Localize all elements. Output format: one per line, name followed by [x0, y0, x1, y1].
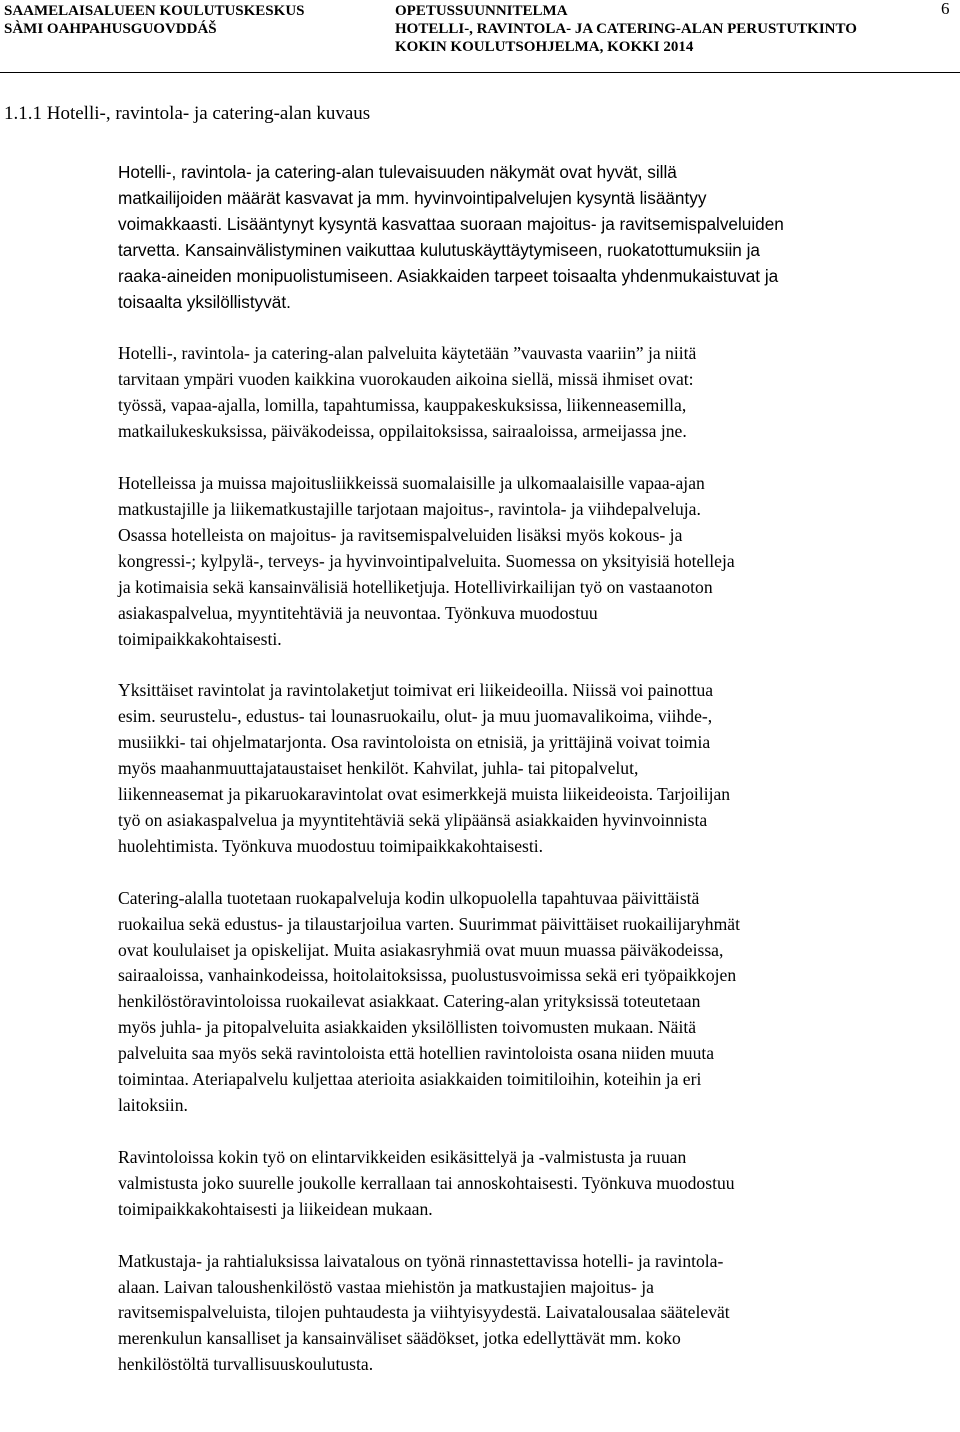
paragraph-line: palveluita saa myös sekä ravintoloista että hotellien ravintoloista osana niiden muuta: [118, 1043, 715, 1064]
paragraph-line: Hotelleissa ja muissa majoitusliikkeissä suomalaisille ja ulkomaalaisille vapaa-ajan: [118, 473, 705, 494]
paragraph-line: matkustajille ja liikematkustajille tarjotaan majoitus-, ravintola- ja viihdepalveluja.: [118, 498, 701, 519]
paragraph-line: tarvitaan ympäri vuoden kaikkina vuorokauden aikoina siellä, missä ihmiset ovat:: [118, 369, 694, 390]
paragraph-line: henkilöstöravintoloissa ruokailevat asiakkaat. Catering-alan yrityksissä toteutetaan: [118, 991, 701, 1012]
paragraph: [118, 471, 960, 652]
paragraph-line: toisaalta yksilöllistyvät.: [118, 291, 291, 312]
header-title-line: KOKIN KOULUTSOHJELMA, KOKKI 2014: [395, 39, 694, 55]
header-institution-line: SAAMELAISALUEEN KOULUTUSKESKUS: [4, 3, 305, 19]
header-title-line: OPETUSSUUNNITELMA: [395, 3, 568, 19]
paragraph-line: Yksittäiset ravintolat ja ravintolaketjut toimivat eri liikeideoilla. Niissä voi painottua: [118, 680, 714, 701]
header-document-title: [395, 2, 857, 56]
page-number: 6: [941, 0, 950, 18]
paragraph: [118, 341, 960, 445]
paragraph-line: kongressi-; kylpylä-, terveys- ja hyvinvointipalveluita. Suomessa on yksityisiä hotelleja: [118, 550, 735, 571]
header-title-line: HOTELLI-, RAVINTOLA- JA CATERING-ALAN PERUSTUTKINTO: [395, 21, 857, 37]
paragraph: [118, 160, 960, 315]
paragraph: [118, 1249, 960, 1379]
paragraph-line: myös juhla- ja pitopalveluita asiakkaiden yksilöllisten toivomusten mukaan. Näitä: [118, 1017, 697, 1038]
paragraph-line: sairaaloissa, vanhainkodeissa, hoitolaitoksissa, puolustusvoimissa sekä eri työpaikkojen: [118, 965, 737, 986]
paragraph: [118, 678, 960, 859]
paragraph-line: merenkulun kansalliset ja kansainväliset säädökset, jotka edellyttävät mm. koko: [118, 1328, 681, 1349]
paragraph-line: huolehtimista. Työnkuva muodostuu toimipaikkakohtaisesti.: [118, 835, 544, 856]
paragraph-line: asiakaspalvelua, myyntitehtäviä ja neuvontaa. Työnkuva muodostuu: [118, 602, 598, 623]
paragraph-line: matkailijoiden määrät kasvavat ja mm. hyvinvointipalvelujen kysyntä lisääntyy: [118, 187, 707, 208]
paragraph-line: Ravintoloissa kokin työ on elintarvikkeiden esikäsittelyä ja -valmistusta ja ruuan: [118, 1146, 687, 1167]
header-institution: [4, 2, 305, 38]
paragraph-line: ruokailua sekä edustus- ja tilaustarjoilua varten. Suurimmat päivittäiset ruokailijaryhmät: [118, 913, 740, 934]
paragraph: [118, 886, 960, 1119]
paragraph-line: toimipaikkakohtaisesti.: [118, 628, 282, 649]
paragraph-line: ovat koululaiset ja opiskelijat. Muita asiakasryhmiä ovat muun muassa päiväkodeissa,: [118, 939, 724, 960]
paragraph: [118, 1145, 960, 1223]
paragraph-line: liikenneasemat ja pikaruokaravintolat ovat esimerkkejä muista liikeideoista. Tarjoilijan: [118, 784, 731, 805]
paragraph-line: Hotelli-, ravintola- ja catering-alan palveluita käytetään ”vauvasta vaariin” ja niitä: [118, 343, 697, 364]
paragraph-line: toimipaikkakohtaisesti ja liikeidean mukaan.: [118, 1198, 433, 1219]
paragraph-line: Catering-alalla tuotetaan ruokapalveluja kodin ulkopuolella tapahtuvaa päivittäistä: [118, 887, 700, 908]
paragraph-line: työ on asiakaspalvelua ja myyntitehtäviä sekä ylipäänsä asiakkaiden hyvinvoinnista: [118, 809, 708, 830]
paragraph-line: ja kotimaisia sekä kansainvälisiä hotelliketjuja. Hotellivirkailijan työ on vastaanoton: [118, 576, 713, 597]
paragraph-line: voimakkaasti. Lisääntynyt kysyntä kasvattaa suoraan majoitus- ja ravitsemispalveluiden: [118, 213, 784, 234]
paragraph-line: toimintaa. Ateriapalvelu kuljettaa aterioita asiakkaiden toimitiloihin, koteihin ja eri: [118, 1069, 702, 1090]
paragraph-line: Osassa hotelleista on majoitus- ja ravitsemispalveluiden lisäksi myös kokous- ja: [118, 524, 683, 545]
paragraph-line: Hotelli-, ravintola- ja catering-alan tulevaisuuden näkymät ovat hyvät, sillä: [118, 162, 677, 182]
paragraph-line: laitoksiin.: [118, 1095, 188, 1115]
paragraph-line: raaka-aineiden monipuolistumiseen. Asiakkaiden tarpeet toisaalta yhdenmukaistuvat ja: [118, 265, 779, 286]
paragraph-line: tarvetta. Kansainvälistyminen vaikuttaa kulutuskäyttäytymiseen, ruokatottumuksiin ja: [118, 239, 760, 260]
header-divider: [0, 72, 960, 73]
paragraph-line: myös maahanmuuttajataustaiset henkilöt. Kahvilat, juhla- tai pitopalvelut,: [118, 758, 639, 779]
paragraph-line: valmistusta joko suurelle joukolle kerrallaan tai annoskohtaisesti. Työnkuva muodostuu: [118, 1172, 735, 1193]
paragraph-line: alaan. Laivan taloushenkilöstö vastaa miehistön ja matkustajien majoitus- ja: [118, 1276, 654, 1297]
section-heading: 1.1.1 Hotelli-, ravintola- ja catering-alan kuvaus: [4, 103, 371, 124]
paragraph-line: musiikki- tai ohjelmatarjonta. Osa ravintoloista on etnisiä, ja yrittäjinä voivat toimia: [118, 732, 711, 753]
paragraph-line: esim. seurustelu-, edustus- tai lounasruokailu, olut- ja muu juomavalikoima, viihde-,: [118, 706, 713, 727]
document-body: [118, 160, 960, 1404]
paragraph-line: henkilöstöltä turvallisuuskoulutusta.: [118, 1354, 374, 1375]
paragraph-line: Matkustaja- ja rahtialuksissa laivatalous on työnä rinnastettavissa hotelli- ja ravintola-: [118, 1250, 724, 1271]
header-institution-line: SÀMI OAHPAHUSGUOVDDÁŠ: [4, 21, 217, 37]
paragraph-line: matkailukeskuksissa, päiväkodeissa, oppilaitoksissa, sairaaloissa, armeijassa jne.: [118, 421, 687, 442]
paragraph-line: työssä, vapaa-ajalla, lomilla, tapahtumissa, kauppakeskuksissa, liikenneasemilla,: [118, 395, 687, 416]
paragraph-line: ravitsemispalveluista, tilojen puhtaudesta ja viihtyisyydestä. Laivatalousalaa säätelevät: [118, 1302, 730, 1323]
